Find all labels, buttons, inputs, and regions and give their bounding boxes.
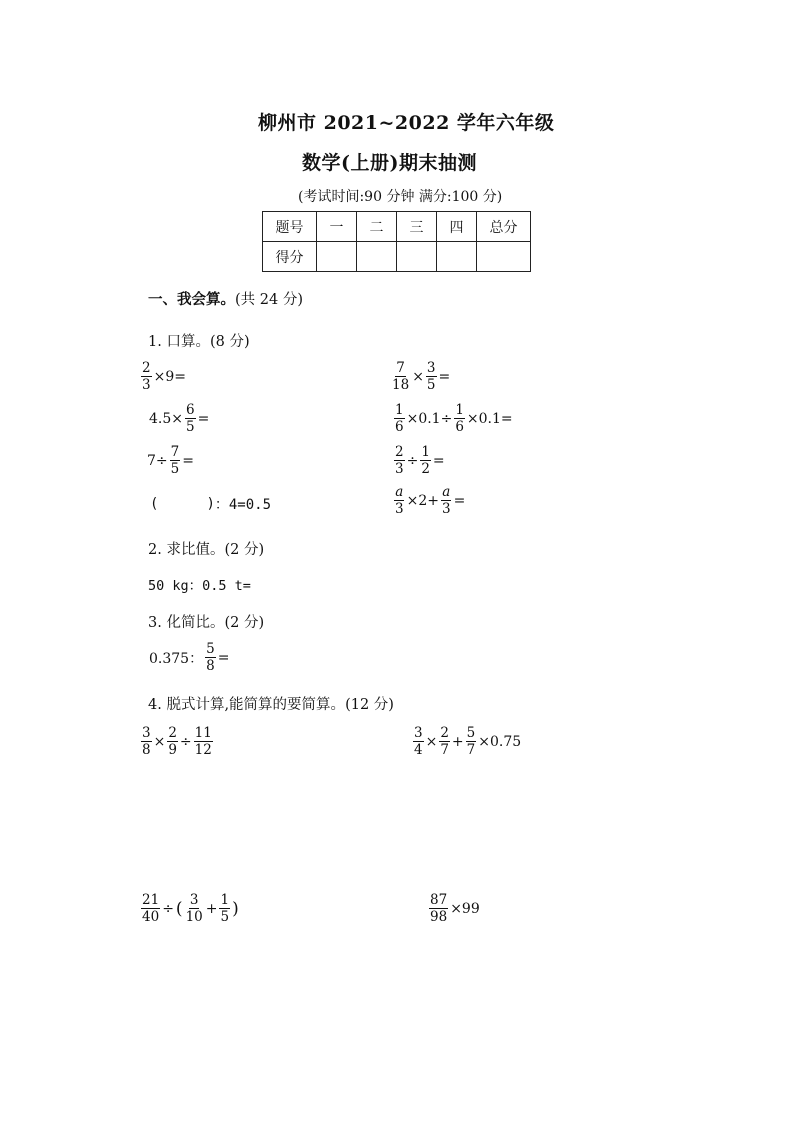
q1-label: 1. 口算。 bbox=[148, 334, 210, 350]
score-row-label: 得分 bbox=[263, 242, 317, 272]
numerator: 1 bbox=[220, 892, 230, 908]
expr-text: ×0.1= bbox=[466, 410, 513, 427]
operator: × bbox=[153, 733, 166, 750]
open-paren: ( bbox=[175, 898, 183, 919]
expr-text: ×0.75 bbox=[478, 733, 522, 750]
numerator: 7 bbox=[396, 360, 405, 376]
open-paren: ( bbox=[150, 496, 159, 512]
q4-points: (12 分) bbox=[345, 697, 394, 713]
close-paren: ) bbox=[232, 898, 239, 919]
exam-info: (考试时间:90 分钟 满分:100 分) bbox=[298, 189, 503, 205]
section-1-points: (共 24 分) bbox=[235, 292, 303, 308]
numerator: 3 bbox=[189, 892, 199, 908]
fraction bbox=[441, 484, 452, 517]
operator: × bbox=[412, 368, 424, 385]
operator: + bbox=[205, 900, 218, 917]
expr-text: = bbox=[197, 410, 210, 427]
denominator: 5 bbox=[220, 909, 230, 925]
score-cell-3[interactable] bbox=[397, 242, 437, 272]
denominator: 10 bbox=[185, 909, 203, 925]
fraction bbox=[394, 484, 405, 517]
operator: + bbox=[451, 733, 464, 750]
q1-e-expression bbox=[146, 444, 195, 477]
q2-points: (2 分) bbox=[224, 542, 265, 558]
denominator: 98 bbox=[430, 909, 448, 925]
fraction bbox=[167, 725, 178, 758]
fraction bbox=[420, 444, 431, 477]
expr-text: = bbox=[182, 452, 194, 469]
fraction bbox=[454, 402, 465, 435]
q4-heading bbox=[148, 693, 394, 714]
denominator: 7 bbox=[440, 742, 449, 758]
denominator: 3 bbox=[142, 377, 151, 393]
section-1-title bbox=[148, 288, 303, 309]
denominator: 3 bbox=[395, 501, 404, 517]
denominator: 4 bbox=[414, 742, 423, 758]
score-table-header-row bbox=[263, 212, 531, 242]
numerator: 87 bbox=[430, 892, 448, 908]
fraction bbox=[439, 725, 450, 758]
numerator: a bbox=[395, 484, 404, 500]
numerator: 6 bbox=[186, 402, 195, 418]
q2-heading bbox=[148, 538, 264, 559]
score-header-cell: 总分 bbox=[477, 212, 531, 242]
fraction bbox=[394, 444, 405, 477]
fraction bbox=[141, 892, 160, 925]
numerator: a bbox=[442, 484, 451, 500]
q3-heading bbox=[148, 611, 264, 632]
score-table-score-row bbox=[263, 242, 531, 272]
score-header-cell: 二 bbox=[357, 212, 397, 242]
operator: ÷ bbox=[406, 452, 419, 469]
numerator: 3 bbox=[414, 725, 423, 741]
q2-label: 2. 求比值。 bbox=[148, 542, 225, 558]
numerator: 5 bbox=[206, 641, 215, 657]
numerator: 21 bbox=[142, 892, 160, 908]
score-cell-1[interactable] bbox=[317, 242, 357, 272]
denominator: 5 bbox=[170, 461, 180, 477]
expr-text: 4.5× bbox=[149, 410, 183, 427]
numerator: 5 bbox=[466, 725, 476, 741]
q4-d-expression bbox=[428, 892, 481, 925]
numerator: 3 bbox=[142, 725, 151, 741]
fraction bbox=[194, 725, 213, 758]
q2-expression: 50 kg：0.5 t= bbox=[148, 578, 251, 594]
denominator: 40 bbox=[142, 909, 160, 925]
expr-text: = bbox=[438, 368, 451, 385]
numerator: 1 bbox=[455, 402, 464, 418]
numerator: 3 bbox=[426, 360, 436, 376]
expr-text: = bbox=[432, 452, 445, 469]
q3-points: (2 分) bbox=[224, 615, 265, 631]
q1-heading bbox=[148, 330, 250, 351]
score-header-cell: 三 bbox=[397, 212, 437, 242]
denominator: 8 bbox=[142, 742, 151, 758]
q4-c-expression bbox=[140, 892, 240, 925]
q4-a-expression bbox=[140, 725, 214, 758]
fraction bbox=[185, 402, 196, 435]
numerator: 2 bbox=[142, 360, 151, 376]
q1-a-expression bbox=[140, 360, 187, 393]
denominator: 5 bbox=[186, 419, 195, 435]
denominator: 3 bbox=[395, 461, 404, 477]
score-table bbox=[262, 211, 531, 272]
operator: × bbox=[425, 733, 438, 750]
expr-text: ：4=0.5 bbox=[214, 497, 272, 513]
q1-b-expression bbox=[390, 360, 451, 393]
score-cell-2[interactable] bbox=[357, 242, 397, 272]
q3-expression bbox=[148, 641, 230, 674]
expr-text: ×2+ bbox=[406, 492, 439, 509]
fraction bbox=[141, 360, 152, 393]
fraction bbox=[391, 360, 410, 393]
numerator: 2 bbox=[395, 444, 404, 460]
expr-text: ×99 bbox=[450, 900, 480, 917]
score-header-cell: 题号 bbox=[263, 212, 317, 242]
operator: ÷ bbox=[179, 733, 192, 750]
section-1-title-text: 一、我会算。 bbox=[148, 291, 235, 308]
expr-text: ×9= bbox=[153, 368, 186, 385]
q4-b-expression bbox=[412, 725, 522, 758]
title-line-2: 数学(上册)期末抽测 bbox=[302, 152, 477, 174]
expr-text: 0.375： bbox=[149, 650, 204, 667]
q1-d-expression bbox=[393, 402, 514, 435]
fraction bbox=[426, 360, 437, 393]
q4-label: 4. 脱式计算,能简算的要简算。 bbox=[148, 697, 346, 713]
q1-c-expression bbox=[148, 402, 210, 435]
fraction bbox=[141, 725, 152, 758]
expr-text: = bbox=[453, 492, 466, 509]
score-cell-total[interactable] bbox=[477, 242, 531, 272]
fraction bbox=[466, 725, 477, 758]
numerator: 7 bbox=[170, 444, 180, 460]
q3-label: 3. 化简比。 bbox=[148, 615, 225, 631]
q1-h-expression bbox=[393, 484, 466, 517]
denominator: 7 bbox=[466, 742, 476, 758]
denominator: 6 bbox=[455, 419, 464, 435]
fraction bbox=[413, 725, 424, 758]
expr-text: = bbox=[217, 649, 230, 666]
operator: ÷ bbox=[162, 900, 174, 917]
denominator: 5 bbox=[426, 377, 436, 393]
numerator: 2 bbox=[440, 725, 449, 741]
numerator: 1 bbox=[395, 402, 404, 418]
q1-g-expression bbox=[150, 494, 271, 514]
numerator: 1 bbox=[421, 444, 430, 460]
denominator: 3 bbox=[441, 501, 451, 517]
fraction bbox=[205, 641, 216, 674]
numerator: 11 bbox=[194, 725, 212, 741]
denominator: 8 bbox=[206, 658, 215, 674]
denominator: 9 bbox=[168, 742, 177, 758]
title-line-1: 柳州市 2021~2022 学年六年级 bbox=[258, 112, 555, 134]
fraction bbox=[394, 402, 405, 435]
denominator: 12 bbox=[194, 742, 212, 758]
fraction bbox=[429, 892, 448, 925]
fraction bbox=[219, 892, 230, 925]
denominator: 2 bbox=[421, 461, 430, 477]
close-paren: ) bbox=[206, 496, 215, 512]
q1-f-expression bbox=[393, 444, 446, 477]
denominator: 18 bbox=[392, 377, 410, 393]
score-cell-4[interactable] bbox=[437, 242, 477, 272]
fraction bbox=[185, 892, 204, 925]
numerator: 2 bbox=[168, 725, 177, 741]
expr-text: 7÷ bbox=[147, 452, 168, 469]
fraction bbox=[170, 444, 181, 477]
score-header-cell: 一 bbox=[317, 212, 357, 242]
score-header-cell: 四 bbox=[437, 212, 477, 242]
q1-points: (8 分) bbox=[209, 334, 250, 350]
expr-text: ×0.1÷ bbox=[406, 410, 453, 427]
denominator: 6 bbox=[395, 419, 404, 435]
